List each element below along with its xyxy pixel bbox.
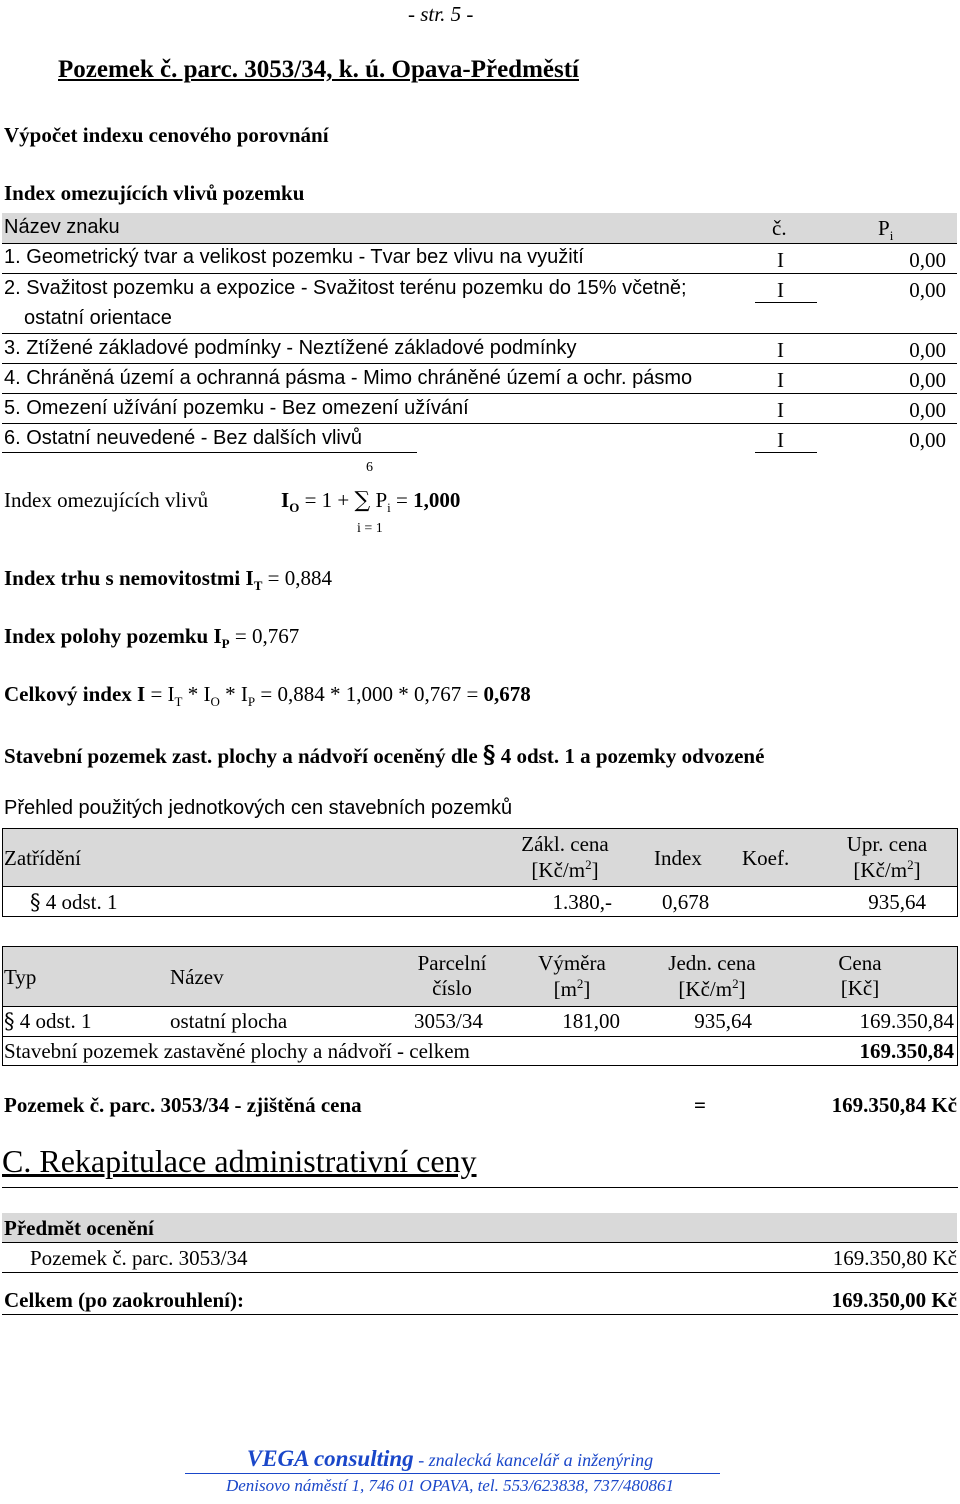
row-adjusted-price: 935,64 bbox=[868, 890, 926, 914]
footer-company-line: VEGA consulting - znalecká kancelář a inženýring bbox=[246, 1446, 654, 1471]
row-price: 169.350,84 bbox=[859, 1009, 954, 1033]
recap-item-value: 169.350,80 Kč bbox=[832, 1246, 957, 1270]
header-name: Název bbox=[170, 965, 224, 989]
total-index: Celkový index $I = I_T * I_O * I_P = 0,884 * 1,000 * 0,767 = 0,678$ bbox=[4, 682, 531, 710]
row-name: ostatní plocha bbox=[170, 1009, 288, 1033]
table-header-bg bbox=[2, 213, 957, 243]
row-no: I bbox=[777, 278, 784, 302]
table-row: 1. Geometrický tvar a velikost pozemku - Tvar bez vlivu na využití bbox=[4, 246, 584, 268]
row-area: 181,00 bbox=[562, 1009, 620, 1033]
sum-upper-limit: 6 bbox=[366, 460, 373, 475]
row-unit-price: 935,64 bbox=[694, 1009, 752, 1033]
location-index: Index polohy pozemku $I_P = 0,767$ bbox=[4, 624, 300, 652]
total-row-label: Stavební pozemek zastavěné plochy a nádvoří - celkem bbox=[4, 1039, 470, 1063]
row-no: I bbox=[777, 428, 784, 452]
header-parcel: Parcelní číslo bbox=[417, 951, 487, 1000]
recap-item-label: Pozemek č. parc. 3053/34 bbox=[30, 1246, 248, 1270]
restriction-title: Index omezujících vlivů pozemku bbox=[4, 181, 305, 205]
parcel-title: Pozemek č. parc. 3053/34, k. ú. Opava-Předměstí bbox=[58, 56, 579, 83]
header-adjusted-price: Upr. cena $[Kč/m^2]$ bbox=[846, 832, 928, 882]
table-row: § 4 odst. 1 bbox=[30, 890, 118, 914]
recap-title: C. Rekapitulace administrativní ceny bbox=[2, 1143, 477, 1179]
section-icon: § bbox=[482, 740, 496, 769]
row-no: I bbox=[777, 368, 784, 392]
recap-total-label: Celkem (po zaokrouhlení): bbox=[4, 1288, 244, 1312]
row-index: 0,678 bbox=[662, 890, 710, 914]
header-base-price: Zákl. cena $[Kč/m^2]$ bbox=[521, 832, 609, 882]
table-row: 2. Svažitost pozemku a expozice - Svažitost terénu pozemku do 15% včetně; bbox=[4, 277, 687, 299]
page-number: - str. 5 - bbox=[408, 2, 474, 26]
row-no: I bbox=[777, 398, 784, 422]
section-icon: § bbox=[30, 890, 41, 914]
header-unit-price: Jedn. cena $[Kč/m^2]$ bbox=[668, 951, 756, 1001]
footer-address: Denisovo náměstí 1, 746 01 OPAVA, tel. 553/623838, 737/480861 bbox=[225, 1476, 675, 1495]
row-no: I bbox=[777, 338, 784, 362]
prices-title: Přehled použitých jednotkových cen stavebních pozemků bbox=[4, 797, 513, 819]
header-class: Zatřídění bbox=[4, 846, 81, 870]
row-value: 0,00 bbox=[909, 428, 946, 452]
table-row: 3. Ztížené základové podmínky - Neztížené základové podmínky bbox=[4, 337, 577, 359]
header-no: č. bbox=[772, 216, 787, 240]
sum-lower-limit: i = 1 bbox=[357, 521, 383, 536]
header-pi: $P_i$ bbox=[878, 216, 894, 244]
row-value: 0,00 bbox=[909, 338, 946, 362]
found-price-eq: = bbox=[694, 1093, 706, 1117]
table-row-continued: ostatní orientace bbox=[24, 307, 172, 329]
row-value: 0,00 bbox=[909, 398, 946, 422]
row-no: I bbox=[777, 248, 784, 272]
total-row-value: 169.350,84 bbox=[859, 1039, 954, 1063]
section-icon: § bbox=[4, 1009, 15, 1033]
header-name: Název znaku bbox=[4, 216, 120, 238]
formula-label: Index omezujících vlivů bbox=[4, 488, 209, 512]
found-price-label: Pozemek č. parc. 3053/34 - zjištěná cena bbox=[4, 1093, 362, 1117]
land-heading: Stavební pozemek zast. plochy a nádvoří oceněný dle § 4 odst. 1 a pozemky odvozené bbox=[4, 740, 765, 769]
row-value: 0,00 bbox=[909, 248, 946, 272]
header-price: Cena [Kč] bbox=[838, 951, 882, 1000]
recap-subject-header: Předmět ocenění bbox=[4, 1216, 154, 1240]
table-row: 6. Ostatní neuvedené - Bez dalších vlivů bbox=[4, 427, 362, 449]
row-parcel: 3053/34 bbox=[414, 1009, 483, 1033]
calc-title: Výpočet indexu cenového porovnání bbox=[4, 123, 329, 147]
market-index: Index trhu s nemovitostmi $I_T = 0,884$ bbox=[4, 566, 332, 594]
header-area: Výměra $[m^2]$ bbox=[538, 951, 606, 1001]
header-type: Typ bbox=[4, 965, 37, 989]
header-index: Index bbox=[654, 846, 702, 870]
row-value: 0,00 bbox=[909, 278, 946, 302]
table-row: 4. Chráněná území a ochranná pásma - Mimo chráněné území a ochr. pásmo bbox=[4, 367, 693, 389]
table-row: § 4 odst. 1 bbox=[4, 1009, 92, 1033]
formula-expression: $I_O = 1$ + ∑ $P_i = 1,000$ bbox=[281, 488, 461, 516]
recap-total-value: 169.350,00 Kč bbox=[831, 1288, 957, 1312]
row-base-price: 1.380,- bbox=[552, 890, 612, 914]
sum-icon: ∑ bbox=[354, 488, 371, 513]
table-row: 5. Omezení užívání pozemku - Bez omezení užívání bbox=[4, 397, 469, 419]
header-coef: Koef. bbox=[742, 846, 790, 870]
row-value: 0,00 bbox=[909, 368, 946, 392]
found-price-value: 169.350,84 Kč bbox=[831, 1093, 957, 1117]
